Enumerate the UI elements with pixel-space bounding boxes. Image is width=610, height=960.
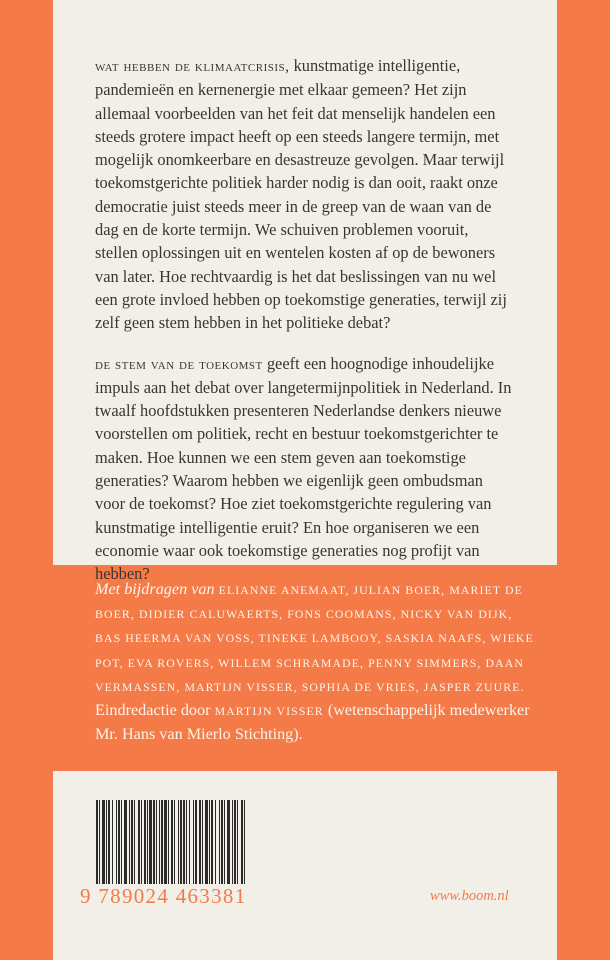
barcode-bar xyxy=(116,800,117,884)
back-cover-text xyxy=(95,54,515,603)
summary-text: geeft een hoognodige inhoudelijke impuls aan het debat over langetermijnpolitiek in Nederland. In twaalf hoofdstukken presenteren Nederlandse denkers nieuwe voorstellen om politiek, recht en bestuur toekomstgerichter te maken. Hoe kunnen we een stem geven aan toekomstige generaties? Waarom hebben we eigenlijk geen ombudsman voor de toekomst? Hoe ziet toekomstgerichte regulering van kunstmatige intelligentie eruit? En hoe organiseren we een economie waar ook toekomstige generaties nog profijt van hebben? xyxy=(95,353,512,584)
barcode-bar xyxy=(131,800,133,884)
barcode-bar xyxy=(108,800,110,884)
barcode-bar xyxy=(221,800,223,884)
intro-paragraph xyxy=(95,54,515,335)
barcode-bar xyxy=(219,800,220,884)
barcode-bar xyxy=(102,800,105,884)
intro-text: kunstmatige intelligentie, pandemieën en kernenergie met elkaar gemeen? Het zijn allemaal voorbeelden van het feit dat menselijk handelen een steeds grotere impact heeft op een steeds langere termijn, met mogelijk onomkeerbare en desastreuze gevolgen. Maar terwijl toekomstgerichte politiek harder nodig is dan ooit, raakt onze democratie juist steeds meer in de greep van de waan van de dag en de korte termijn. We schuiven problemen vooruit, stellen oplossingen uit en wentelen kosten af op de bewoners van later. Hoe rechtvaardig is het dat beslissingen van nu wel een grote invloed hebben op toekomstige generaties, terwijl zij zelf geen stem hebben in het politieke debat? xyxy=(95,56,507,333)
barcode-bar xyxy=(96,800,98,884)
barcode-bar xyxy=(183,800,185,884)
barcode-bar xyxy=(156,800,157,884)
barcode-bar xyxy=(178,800,179,884)
summary-lead: de stem van de toekomst xyxy=(95,355,263,373)
barcode-bar xyxy=(149,800,152,884)
barcode-bar xyxy=(202,800,203,884)
barcode-bar xyxy=(211,800,213,884)
barcode-bar xyxy=(237,800,238,884)
barcode-bar xyxy=(171,800,173,884)
barcode-bar xyxy=(159,800,160,884)
barcode-bar xyxy=(161,800,163,884)
barcode-bar xyxy=(241,800,243,884)
barcode-bar xyxy=(121,800,122,884)
barcode-bar xyxy=(234,800,236,884)
barcode-bar xyxy=(244,800,245,884)
barcode-bar xyxy=(134,800,135,884)
contributors-block xyxy=(95,578,535,746)
barcode-bar xyxy=(138,800,140,884)
barcode-bar xyxy=(180,800,182,884)
barcode-bar xyxy=(141,800,142,884)
barcode-bar xyxy=(118,800,120,884)
barcode-bar xyxy=(224,800,225,884)
barcode-bar xyxy=(227,800,230,884)
barcode-bar xyxy=(174,800,175,884)
editor-suffix: (wetenschappelijk medewerker Mr. Hans van Mierlo Stichting). xyxy=(95,701,530,744)
barcode-bar xyxy=(147,800,148,884)
credits-lead: Met bijdragen van xyxy=(95,580,215,598)
editor-prefix: Eindredactie door xyxy=(95,701,211,720)
isbn-digits: 9 789024 463381 xyxy=(80,884,247,908)
barcode-bar xyxy=(112,800,113,884)
barcode-bar xyxy=(209,800,210,884)
contributor-names: ELIANNE ANEMAAT, JULIAN BOER, MARIET DE BOER, DIDIER CALUWAERTS, FONS COOMANS, NICKY VAN DIJK, BAS HEERMA VAN VOSS, TINEKE LAMBOOY, SASKIA NAAFS, WIEKE POT, EVA ROVERS, WILLEM SCHRAMADE, PENNY SIMMERS, DAAN VERMASSEN, MARTIJN VISSER, SOPHIA DE VRIES, JASPER ZUURE. xyxy=(95,583,534,694)
barcode-bar xyxy=(199,800,201,884)
barcode-bar xyxy=(186,800,187,884)
barcode-bar xyxy=(106,800,107,884)
barcode-bar xyxy=(189,800,190,884)
barcode-bar xyxy=(193,800,194,884)
barcode-bar xyxy=(195,800,197,884)
barcode-bar xyxy=(168,800,169,884)
barcode-bar xyxy=(129,800,130,884)
editor-name: MARTIJN VISSER xyxy=(214,704,324,719)
barcode-bar xyxy=(153,800,155,884)
barcode-bar xyxy=(215,800,216,884)
barcode-bar xyxy=(232,800,233,884)
website: www.boom.nl xyxy=(430,888,509,904)
barcode-bar xyxy=(164,800,167,884)
barcode-bar xyxy=(205,800,208,884)
summary-paragraph xyxy=(95,352,515,586)
intro-lead: wat hebben de klimaatcrisis, xyxy=(95,58,290,75)
barcode-bar xyxy=(99,800,100,884)
barcode-bar xyxy=(124,800,127,884)
barcode-bar xyxy=(144,800,146,884)
barcode xyxy=(96,800,245,884)
